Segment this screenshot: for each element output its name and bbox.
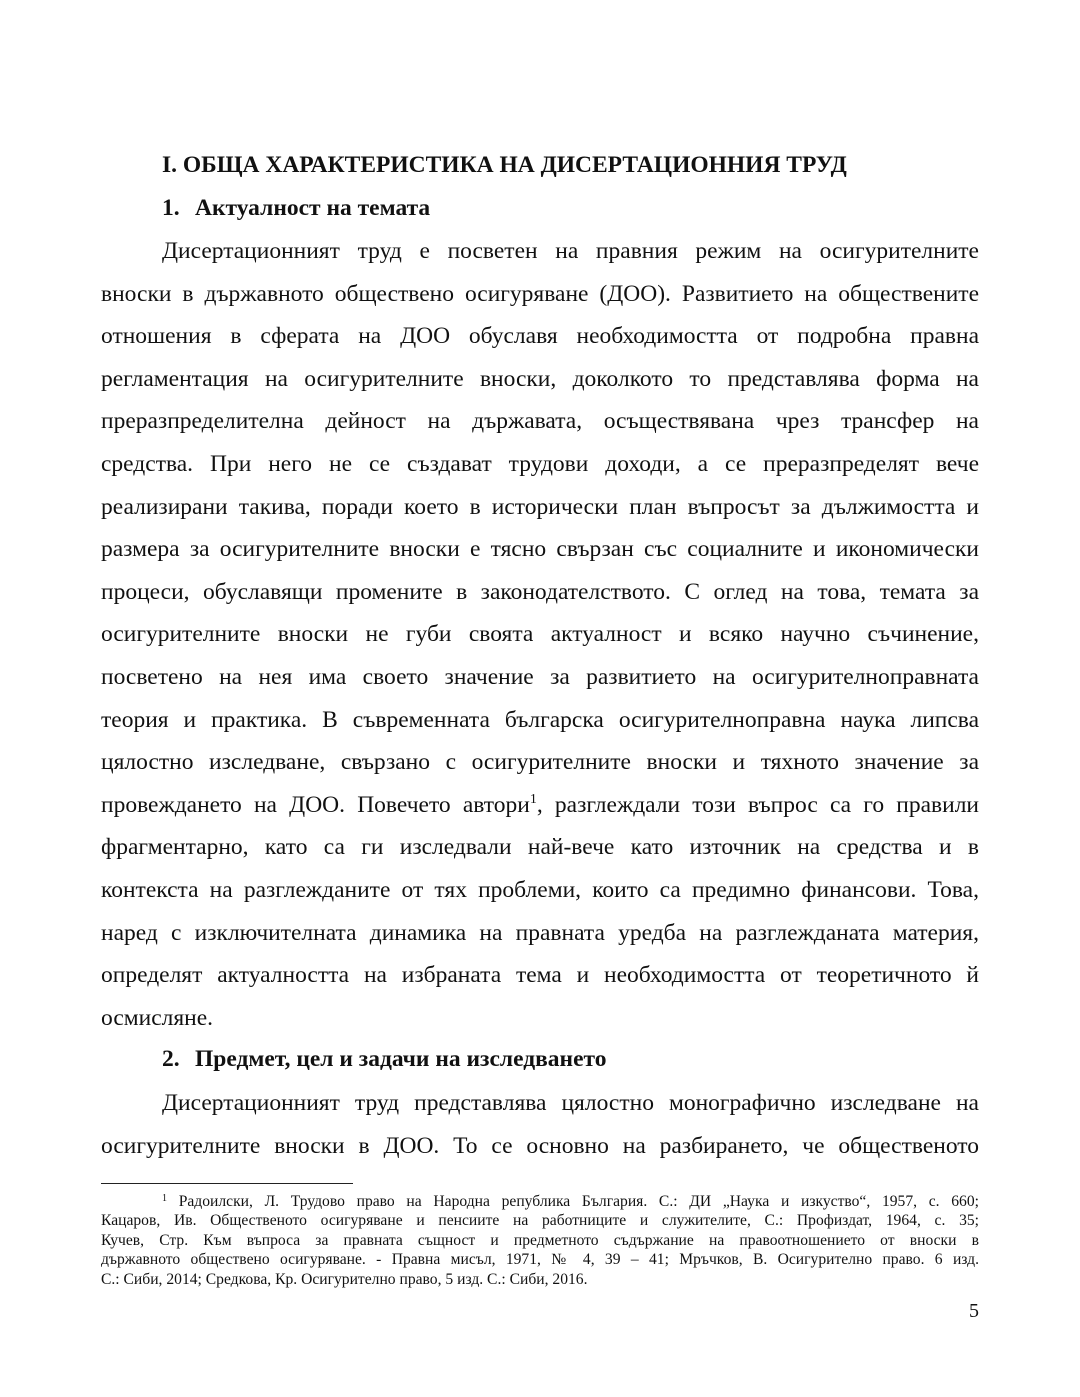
text-line-with-footnote-ref [101,784,979,827]
text-segment: провеждането на ДОО. Повечето автори [101,791,530,818]
text-line: отношения в сферата на ДОО обуславя необходимостта от подробна правна [101,323,979,350]
document-page [101,0,979,1397]
text-line: вноски в държавното обществено осигуряване (ДОО). Развитието на обществените [101,280,979,307]
footnote-text: Радоилски, Л. Трудово право на Народна република България. С.: ДИ „Наука и изкуство“, 1957, с. 660; [178,1193,979,1210]
text-line: наред с изключителната динамика на правната уредба на разглежданата материя, [101,919,979,946]
footnote-line [101,1192,979,1211]
text-line: преразпределителна дейност на държавата, осъществявана чрез трансфер на [101,408,979,435]
footnote-line: Кацаров, Ив. Общественото осигуряване и пенсиите на работниците и служителите, С.: Профиздат, 1964, с. 35; [101,1212,979,1230]
footnote [101,1192,979,1289]
footnote-reference[interactable]: 1 [529,791,537,807]
text-line: процеси, обуславящи промените в законодателството. С оглед на това, темата за [101,578,979,605]
chapter-heading: I. ОБЩА ХАРАКТЕРИСТИКА НА ДИСЕРТАЦИОННИЯ ТРУД [162,152,847,178]
text-line: теория и практика. В съвременната българска осигурителноправна наука липсва [101,706,979,733]
text-line: осигурителните вноски в ДОО. То се основно на разбирането, че общественото [101,1132,979,1159]
page-number: 5 [969,1300,979,1322]
text-line: посветено на нея има своето значение за развитието на осигурителноправната [101,663,979,690]
text-line: осмисляне. [101,1004,214,1031]
section-number: 1. [162,195,180,221]
text-line: Дисертационният труд представлява цялостно монографично изследване на [162,1090,979,1116]
section-title: Предмет, цел и задачи на изследването [195,1046,607,1072]
section-heading-subject [162,1042,607,1076]
footnote-separator [101,1183,353,1184]
section-title: Актуалност на темата [195,195,431,221]
text-line: определят актуалността на избраната тема и необходимостта от теоретичното й [101,962,979,989]
text-line: фрагментарно, като са ги изследвали най-вече като източник на средства и в [101,834,979,861]
paragraph-relevance [101,230,979,1039]
footnote-line: държавното обществено осигуряване. - Правна мисъл, 1971, № 4, 39 – 41; Мръчков, В. Осигурително право. 6 изд. [101,1251,979,1269]
text-line: регламентация на осигурителните вноски, доколкото то представлява форма на [101,365,979,392]
text-line: реализирани такива, поради което в исторически план въпросът за дължимостта и [101,493,979,520]
text-segment: , разглеждали този въпрос са го правили [536,791,979,818]
text-line: размера за осигурителните вноски е тясно свързан със социалните и икономически [101,536,979,563]
text-line: средства. При него не се създават трудови доходи, а се преразпределят вече [101,450,979,477]
section-number: 2. [162,1046,180,1072]
text-line: Дисертационният труд е посветен на правния режим на осигурителните [162,238,979,264]
text-line: контекста на разглежданите от тях проблеми, които са предимно финансови. Това, [101,876,979,903]
text-line: цялостно изследване, свързано с осигурителните вноски и тяхното значение за [101,749,979,776]
paragraph-subject [101,1082,979,1167]
footnote-mark: 1 [162,1193,167,1204]
section-heading-relevance [162,191,430,225]
text-line: осигурителните вноски не губи своята актуалност и всяко научно съчинение, [101,621,979,648]
footnote-line: Кучев, Стр. Към въпроса за правната същност и предметното съдържание на правоотношението от вноски в [101,1231,979,1249]
footnote-line: С.: Сиби, 2014; Средкова, Кр. Осигурително право, 5 изд. С.: Сиби, 2016. [101,1270,588,1288]
